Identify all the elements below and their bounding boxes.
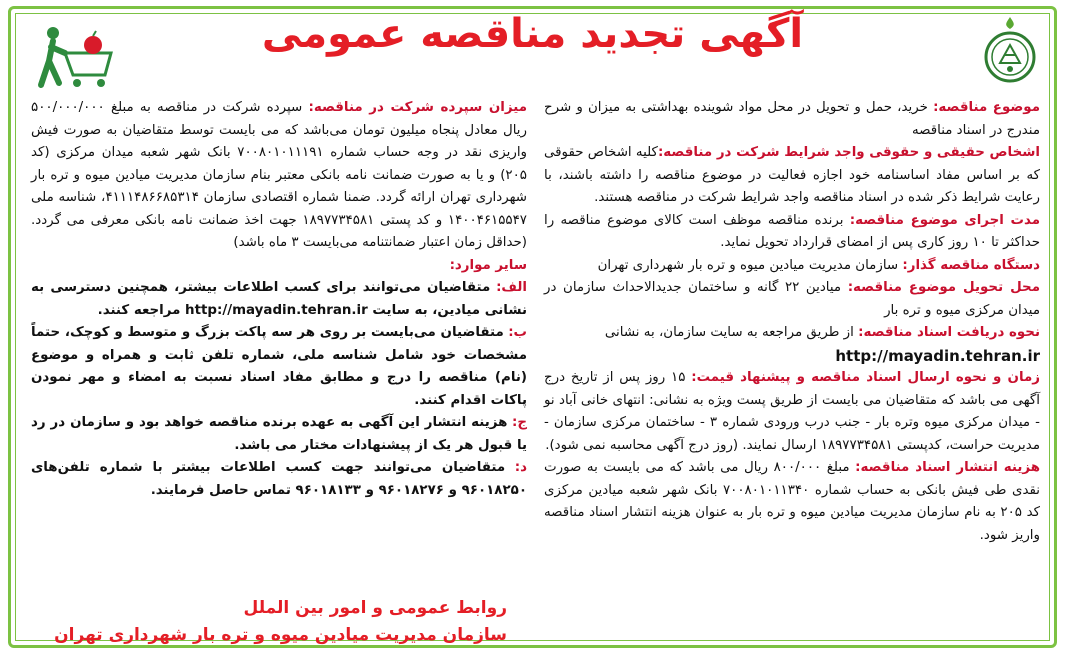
section-deposit: میزان سپرده شرکت در مناقصه: سپرده شرکت در مناقصه به مبلغ ۵۰۰/۰۰۰/۰۰۰ ریال معادل پنجاه میلیون تومان می‌باشد که می بایست توسط متقاضیان به صورت فیش واریزی نقد در وجه حساب شماره ۷۰۰۸۰۱۰۱۱۱۹۱ بانک شهر شعبه میدان مرکزی (کد ۲۰۵) و یا به صورت ضمانت نامه بانکی معتبر بنام سازمان مدیریت میادین میوه و تره بار شهرداری تهران ارائه گردد. ضمنا شماره اقتصادی سازمان ۴۱۱۱۴۸۶۶۸۵۳۱۴، شناسه ملی ۱۴۰۰۴۶۱۵۵۴۷ و کد پستی ۱۸۹۷۷۳۴۵۸۱ جهت اخذ ضمانت نامه بانکی معرفی می گردد. (حداقل زمان اعتبار ضمانتنامه می‌بایست ۳ ماه باشد)	[31, 100, 528, 250]
section-publication-cost: هزینه انتشار اسناد مناقصه: مبلغ ۸۰۰/۰۰۰ ریال می باشد که می بایست به صورت نقدی طی فیش بانکی به حساب شماره ۷۰۰۸۰۱۰۱۱۳۴۰ بانک شهر شعبه میادین مرکزی کد ۲۰۵ به نام سازمان مدیریت میادین میوه و تره بار به عنوان هزینه انتشار اسناد مناقصه واریز شود.	[544, 460, 1041, 543]
section-organizer: دستگاه مناقصه گذار: سازمان مدیریت میادین میوه و تره بار شهرداری تهران	[597, 257, 1040, 273]
footer-signature	[47, 595, 507, 649]
footer-organization: سازمان مدیریت میادین میوه و تره بار شهرداری تهران	[54, 625, 507, 645]
section-submission-time: زمان و نحوه ارسال اسناد مناقصه و پیشنهاد قیمت: ۱۵ روز پس از تاریخ درج آگهی می باشد که متقاضیان می بایست از طریق پست ویژه به نشانی: انتهای خانی آباد نو - میدان مرکزی میوه وتره بار - جنب درب ورودی شماره ۳ - ساختمان مرکزی سازمان - مدیریت حراست، کدپستی ۱۸۹۷۷۳۴۵۸۱ ارسال نمایند. (روز درج آگهی محاسبه نمی شود).	[544, 370, 1040, 453]
notice-title: آگهی تجدید مناقصه عمومی	[261, 11, 804, 57]
item-alef: الف: متقاضیان می‌توانند برای کسب اطلاعات بیشتر، همچنین دسترسی به نشانی میادین، به سایت http://mayadin.tehran.ir مراجعه کنند.	[31, 280, 527, 318]
footer-public-relations: روابط عمومی و امور بین الملل	[243, 598, 507, 618]
website-link[interactable]: http://mayadin.tehran.ir	[835, 346, 1040, 365]
section-eligible-persons: اشخاص حقیقی و حقوقی واجد شرایط شرکت در مناقصه:کلیه اشخاص حقوقی که بر اساس مفاد اساسنامه خود اجازه فعالیت در موضوع مناقصه را داشته باشند، با رعایت شرایط ذکر شده در اسناد مناقصه واجد شرایط شرکت در مناقصه هستند.	[544, 145, 1040, 205]
section-delivery-place: محل تحویل موضوع مناقصه: میادین ۲۲ گانه و ساختمان جدیدالاحداث سازمان در میدان مرکزی میوه و تره بار	[544, 280, 1040, 318]
section-document-receipt: نحوه دریافت اسناد مناقصه: از طریق مراجعه به سایت سازمان، به نشانی	[604, 325, 1040, 340]
shopping-cart-icon	[31, 23, 117, 95]
right-column	[544, 97, 1040, 547]
section-other-items: سایر موارد:	[449, 257, 527, 273]
item-be: ب: متقاضیان می‌بایست بر روی هر سه پاکت بزرگ و متوسط و کوچک، حتماً مشخصات خود شامل شناسه ملی، شماره تلفن ثابت و همراه و موضوع (نام) مناقصه را درج و مطابق مفاد اسناد نسبت به امضاء و مهر نمودن پاکات اقدام کنند.	[31, 325, 528, 408]
notice-frame	[8, 6, 1057, 648]
section-subject: موضوع مناقصه: خرید، حمل و تحویل در محل مواد شوینده بهداشتی به میزان و شرح مندرج در اسناد مناقصه	[544, 100, 1040, 138]
left-column	[31, 97, 527, 502]
section-duration: مدت اجرای موضوع مناقصه: برنده مناقصه موظف است کالای موضوع مناقصه را حداکثر تا ۱۰ روز کاری پس از امضای قرارداد تحویل نماید.	[544, 212, 1040, 250]
item-dal: د: متقاضیان می‌توانند جهت کسب اطلاعات بیشتر با شماره تلفن‌های ۹۶۰۱۸۲۵۰ و ۹۶۰۱۸۲۷۶ و ۹۶۰۱۸۱۳۳ تماس حاصل فرمایند.	[31, 460, 527, 498]
item-jim: ج: هزینه انتشار این آگهی به عهده برنده مناقصه خواهد بود و سازمان در رد یا قبول هر یک از پیشنهادات مختار می باشد.	[31, 415, 527, 453]
